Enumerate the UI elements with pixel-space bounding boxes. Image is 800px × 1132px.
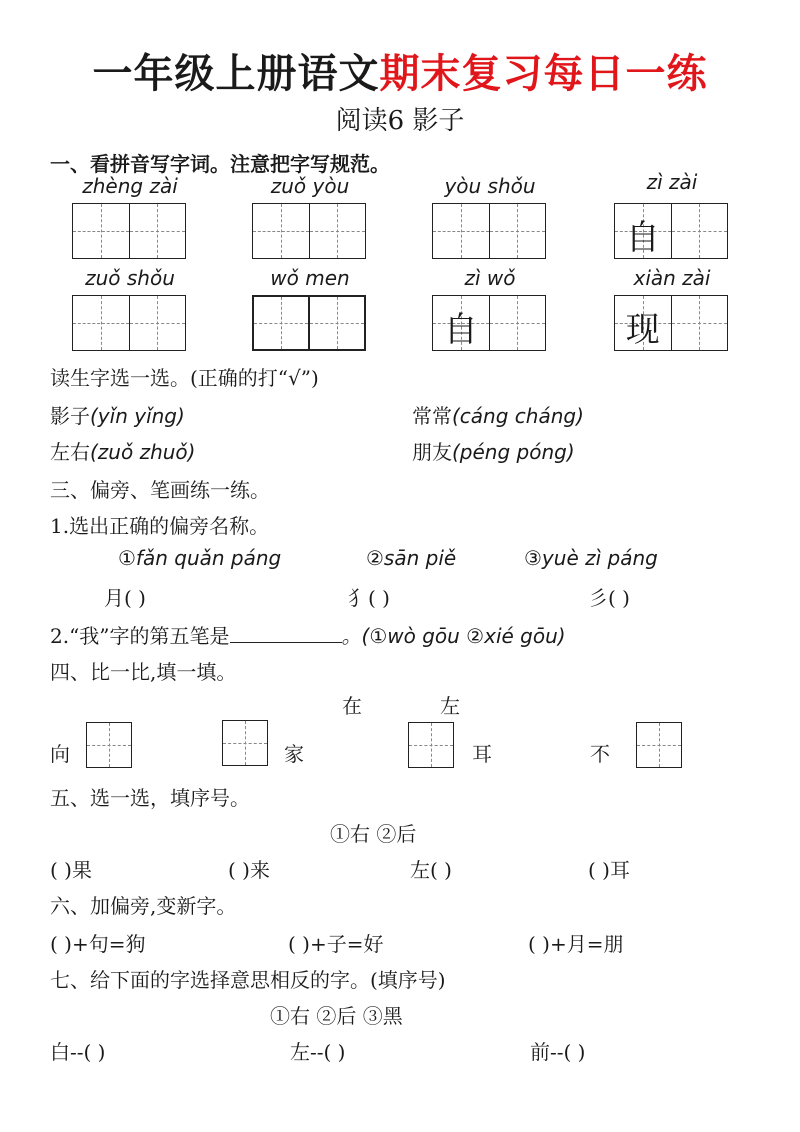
radical-option: ①fǎn quǎn páng: [118, 546, 282, 570]
title-black: 一年级上册语文: [92, 50, 380, 97]
choice-item[interactable]: [50, 436, 195, 465]
writing-grid[interactable]: [72, 203, 186, 259]
stroke-blank[interactable]: [230, 624, 342, 643]
section6-heading: 六、加偏旁,变新字。: [50, 894, 237, 918]
radical-equation[interactable]: ( )+子=好: [288, 932, 384, 956]
pinyin-zuoshou: zuǒ shǒu: [85, 266, 175, 290]
section3-q2: [50, 620, 566, 649]
fill-item[interactable]: ( )耳: [588, 858, 630, 882]
section5-heading: 五、选一选，填序号。: [50, 786, 250, 810]
fill-box[interactable]: [408, 722, 454, 768]
compare-char: 耳: [472, 742, 492, 766]
choice-word: 左右: [50, 440, 90, 464]
choice-word: 常常: [412, 404, 452, 428]
choice-item[interactable]: [50, 400, 185, 429]
choice-pinyin: (zuǒ zhuǒ): [90, 440, 196, 464]
grid-char: 现: [625, 310, 660, 350]
page-title: [0, 42, 800, 99]
radical-answer[interactable]: 彡( ): [588, 586, 630, 610]
q2-suffix: 。(①wò gōu ②xié gōu): [341, 624, 566, 648]
choice-item[interactable]: [412, 436, 575, 465]
section1-heading: 一、看拼音写字词。注意把字写规范。: [50, 152, 390, 176]
writing-grid[interactable]: [614, 295, 728, 351]
writing-grid[interactable]: [614, 203, 728, 259]
writing-grid[interactable]: [432, 203, 546, 259]
pinyin-youshou: yòu shǒu: [444, 174, 536, 198]
choice-pinyin: (cáng cháng): [452, 404, 584, 428]
radical-option: ②sān piě: [366, 546, 457, 570]
fill-box[interactable]: [636, 722, 682, 768]
pinyin-xianzai: xiàn zài: [633, 266, 711, 290]
choice-pinyin: (péng póng): [452, 440, 575, 464]
choice-item[interactable]: [412, 400, 584, 429]
pinyin-women: wǒ men: [270, 266, 350, 290]
section7-heading: 七、给下面的字选择意思相反的字。(填序号): [50, 968, 446, 992]
grid-char: 自: [443, 310, 478, 350]
compare-char: 不: [590, 742, 610, 766]
section7-options: ①右 ②后 ③黑: [270, 1004, 403, 1028]
section3-q1: 1.选出正确的偏旁名称。: [50, 514, 270, 538]
pinyin-zuoyou: zuǒ yòu: [270, 174, 350, 198]
writing-grid[interactable]: [252, 203, 366, 259]
radical-answer[interactable]: 月( ): [104, 586, 146, 610]
fill-item[interactable]: ( )果: [50, 858, 92, 882]
writing-grid[interactable]: [432, 295, 546, 351]
compare-word: 在: [342, 694, 362, 718]
antonym-item[interactable]: 前--( ): [530, 1040, 586, 1064]
pinyin-zizai: zì zài: [646, 170, 698, 194]
writing-grid[interactable]: [252, 295, 366, 351]
section2-heading: 读生字选一选。(正确的打“√”): [50, 366, 319, 390]
writing-grid[interactable]: [72, 295, 186, 351]
pinyin-zhengzai: zhèng zài: [82, 174, 178, 198]
grid-char: 自: [625, 218, 660, 258]
radical-equation[interactable]: ( )+月=朋: [528, 932, 624, 956]
choice-pinyin: (yǐn yǐng): [90, 404, 185, 428]
compare-char: 向: [50, 742, 70, 766]
choice-word: 朋友: [412, 440, 452, 464]
compare-char: 家: [284, 742, 304, 766]
section3-heading: 三、偏旁、笔画练一练。: [50, 478, 270, 502]
fill-item[interactable]: 左( ): [410, 858, 452, 882]
section5-options: ①右 ②后: [330, 822, 417, 846]
fill-box[interactable]: [222, 720, 268, 766]
title-red: 期末复习每日一练: [379, 50, 708, 97]
section4-heading: 四、比一比,填一填。: [50, 660, 237, 684]
choice-word: 影子: [50, 404, 90, 428]
pinyin-ziwo: zì wǒ: [464, 266, 516, 290]
page-subtitle: 阅读6 影子: [335, 106, 465, 136]
fill-item[interactable]: ( )来: [228, 858, 270, 882]
antonym-item[interactable]: 白--( ): [50, 1040, 106, 1064]
radical-answer[interactable]: 犭( ): [348, 586, 390, 610]
radical-option: ③yuè zì páng: [524, 546, 658, 570]
q2-prefix: 2.“我”字的第五笔是: [50, 624, 230, 648]
radical-equation[interactable]: ( )+句=狗: [50, 932, 146, 956]
antonym-item[interactable]: 左--( ): [290, 1040, 346, 1064]
compare-word: 左: [440, 694, 460, 718]
fill-box[interactable]: [86, 722, 132, 768]
